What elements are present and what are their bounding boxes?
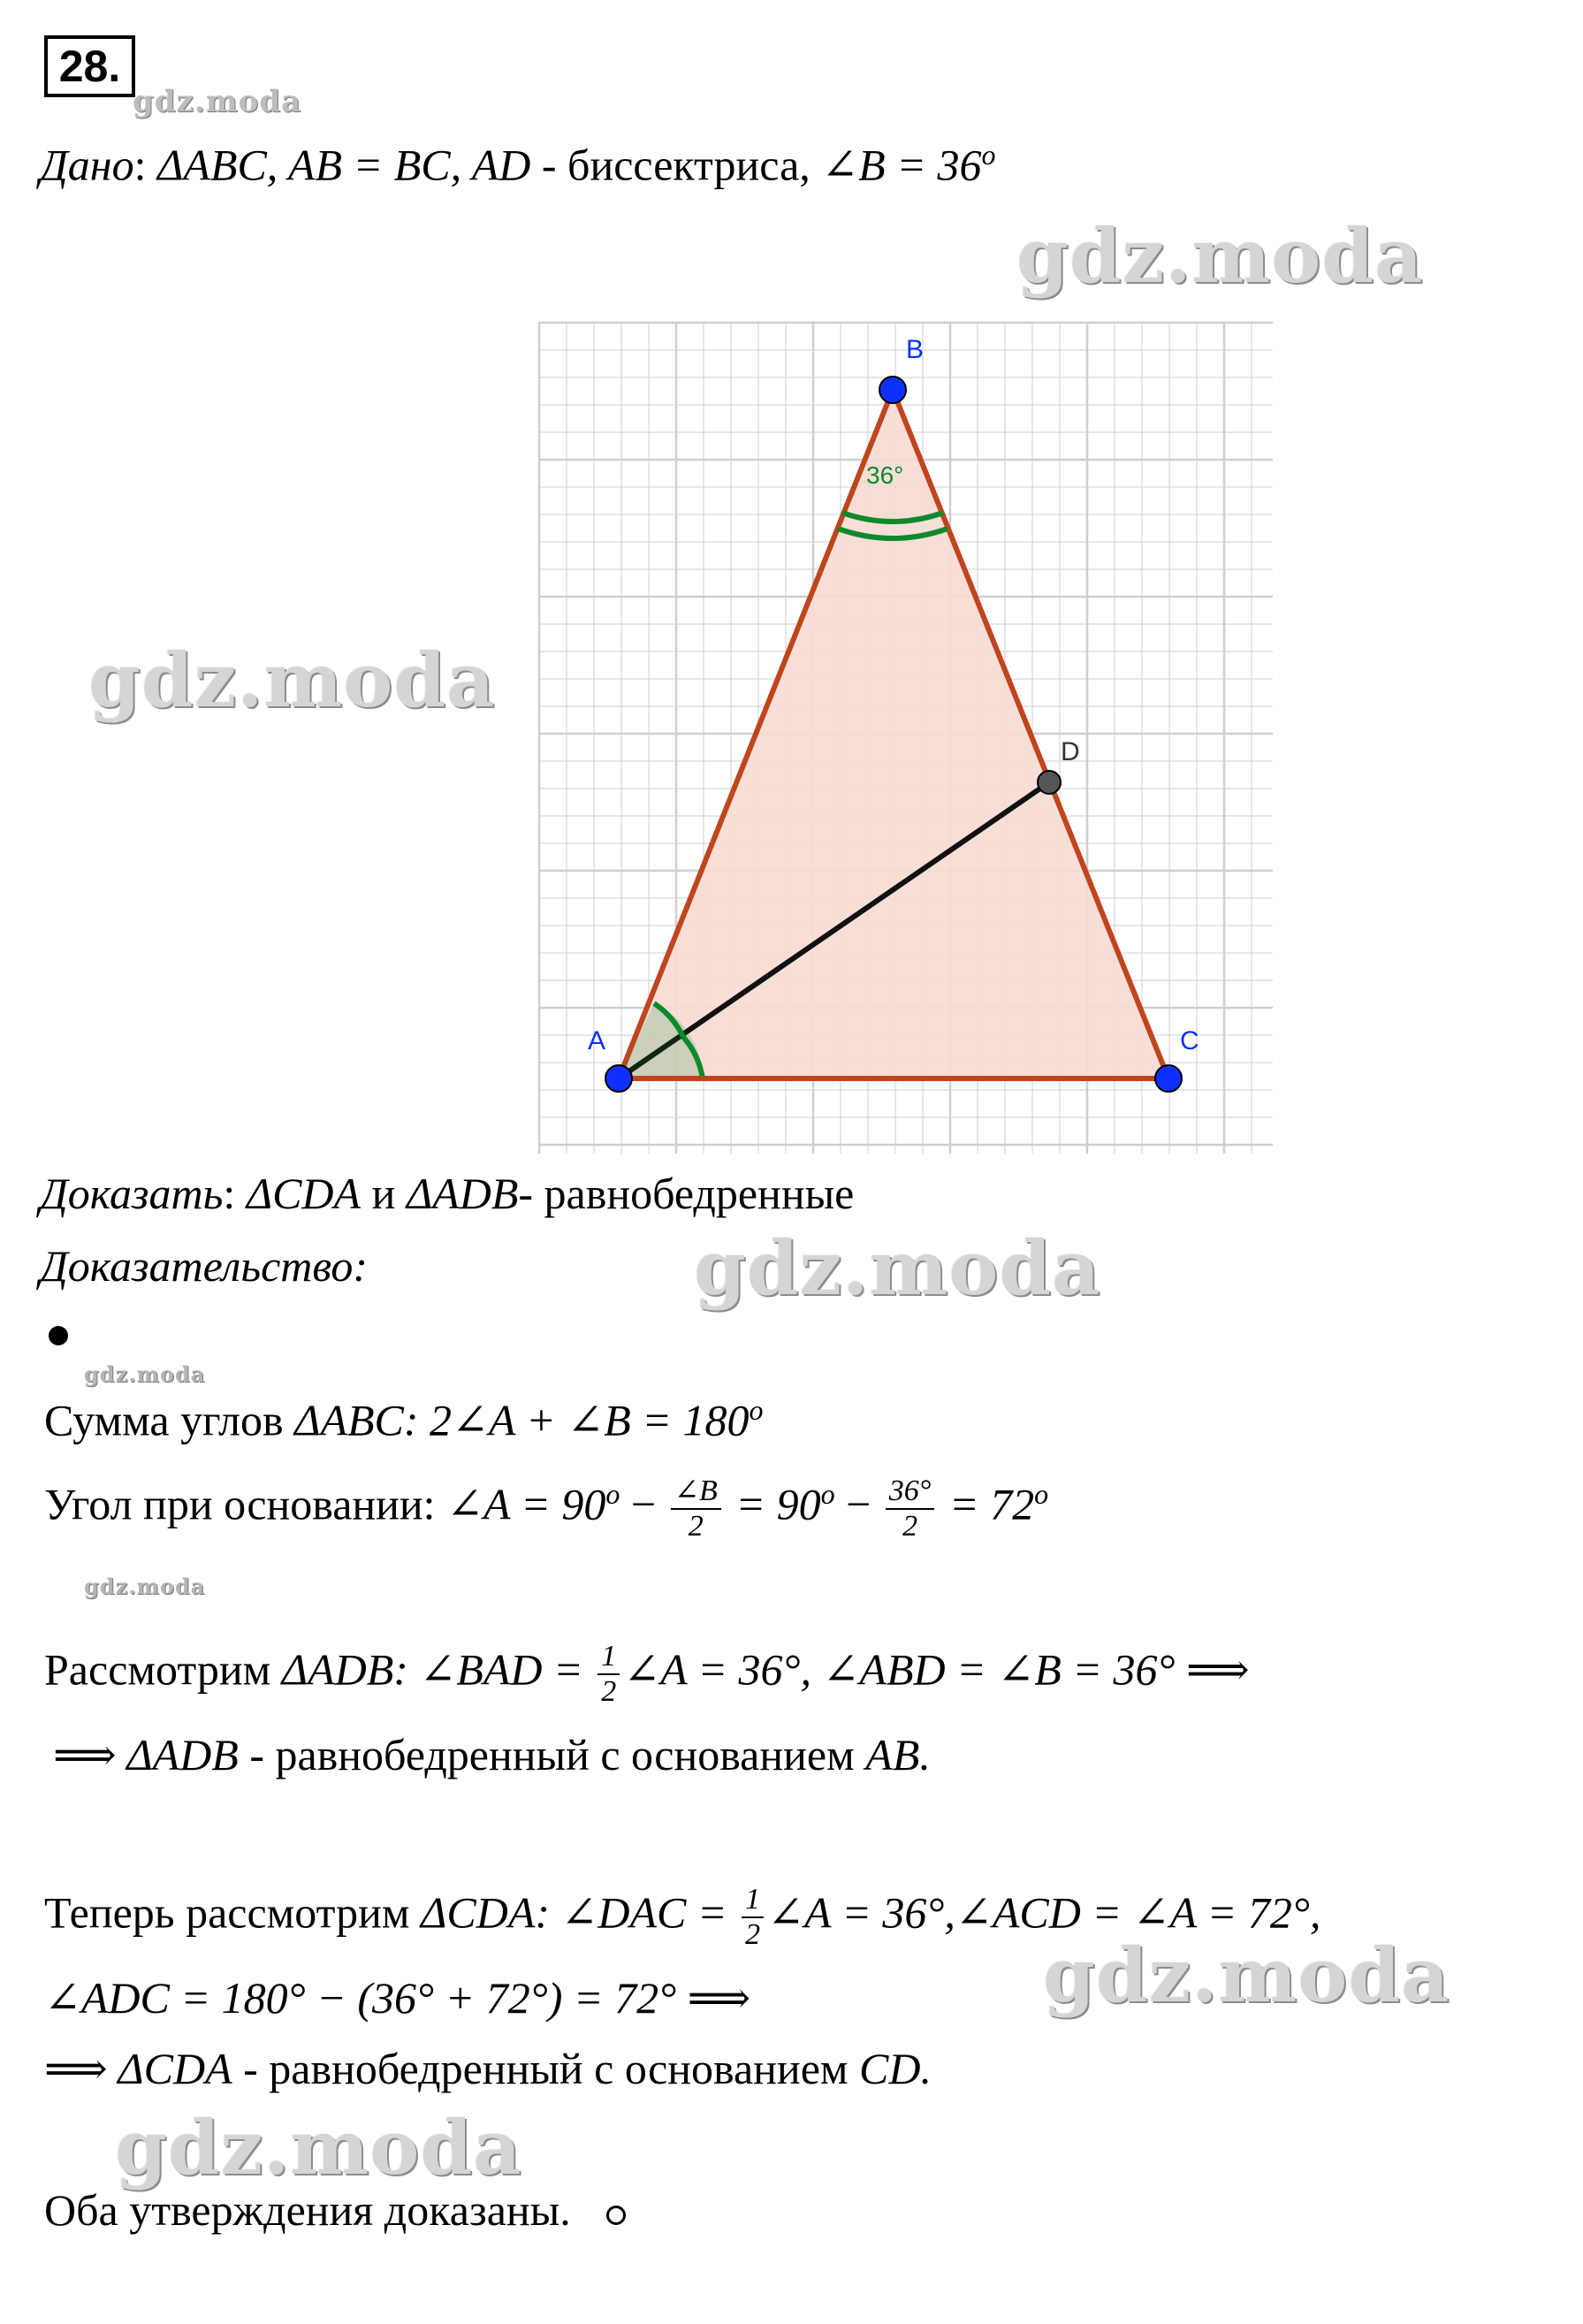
triangle-figure: [530, 314, 1273, 1154]
fraction: $\frac{36^\circ}{2}$: [886, 1474, 935, 1543]
watermark: gdz.moda: [88, 636, 496, 724]
cda-conclusion: ⟹ ΔCDA - равнобедренный с основанием CD.: [44, 2044, 932, 2093]
cda-line: Теперь рассмотрим ΔCDA: ∠DAC = $\frac{1}{2}$ ∠A = 36°,∠ACD = ∠A = 72°,: [44, 1883, 1321, 1951]
watermark: gdz.moda: [1043, 1932, 1450, 2019]
adb-label: Рассмотрим: [44, 1644, 282, 1695]
given-line: Дано: ΔABC, AB = BC, AD - биссектриса, ∠B = $36^o$: [40, 139, 996, 190]
problem-number: 28.: [44, 35, 135, 97]
bullet: [49, 1326, 68, 1345]
adb-line: Рассмотрим ΔADB: ∠BAD = $\frac{1}{2}$ ∠A = 36°, ∠ABD = ∠B = 36° ⟹: [44, 1640, 1250, 1708]
watermark: gdz.moda: [84, 1573, 206, 1599]
label-a: A: [588, 1026, 606, 1055]
point-a: [605, 1065, 632, 1092]
given-statement: ΔABC, AB = BC, AD: [157, 140, 531, 190]
sum-of-angles-line: Сумма углов ΔABC: 2∠A + ∠B = $180^o$: [44, 1394, 764, 1445]
final-statement: Оба утверждения доказаны.: [44, 2185, 571, 2235]
proof-label: Доказательство:: [40, 1241, 369, 1291]
given-bisector: - биссектриса,: [530, 140, 822, 190]
label-d: D: [1061, 737, 1080, 766]
base-angle-line: Угол при основании: ∠A = $90^o$ − $\frac{\angle B}{2}$ = $90^o$ − $\frac{36^\circ}{2}$ = $72^o$: [44, 1474, 1049, 1543]
prove-triangle-1: ΔCDA: [246, 1169, 362, 1218]
watermark: gdz.moda: [694, 1224, 1101, 1312]
watermark: gdz.moda: [84, 1361, 206, 1387]
watermark: gdz.moda: [115, 2104, 522, 2191]
given-label: Дано: [40, 140, 134, 190]
adc-line: ∠ADC = 180° − (36° + 72°) = 72° ⟹: [44, 1973, 751, 2023]
prove-line: Доказать: ΔCDA и ΔADB- равнобедренные: [40, 1169, 855, 1218]
given-angle: ∠B = 36: [821, 140, 982, 190]
sum-label: Сумма углов: [44, 1395, 295, 1445]
watermark: gdz.moda: [133, 84, 302, 119]
point-c: [1155, 1065, 1182, 1092]
base-expr-1: ∠A = 90: [446, 1479, 606, 1529]
final-line: [44, 2183, 626, 2236]
prove-suffix: - равнобедренные: [518, 1169, 855, 1218]
adb-conclusion: ⟹ ΔADB - равнобедренный с основанием AB.: [53, 1730, 931, 1779]
fraction: $\frac{1}{2}$: [742, 1883, 764, 1952]
given-degree: o: [981, 139, 996, 171]
angle-b-label: 36°: [866, 461, 904, 489]
watermark: gdz.moda: [1016, 212, 1424, 300]
end-of-proof-icon: [606, 2206, 626, 2225]
fraction: $\frac{\angle B}{2}$: [671, 1474, 721, 1543]
prove-triangle-2: ΔADB: [406, 1169, 519, 1218]
prove-label: Доказать: [40, 1169, 224, 1218]
cda-label: Теперь рассмотрим: [44, 1887, 422, 1938]
prove-and: и: [361, 1169, 407, 1218]
label-c: C: [1180, 1026, 1199, 1055]
point-b: [879, 377, 906, 403]
sum-expression: ΔABC: 2∠A + ∠B = 180: [294, 1395, 750, 1445]
label-b: B: [906, 335, 925, 364]
fraction: $\frac{1}{2}$: [597, 1640, 620, 1709]
base-label: Угол при основании:: [44, 1479, 447, 1529]
point-d: [1038, 771, 1061, 794]
